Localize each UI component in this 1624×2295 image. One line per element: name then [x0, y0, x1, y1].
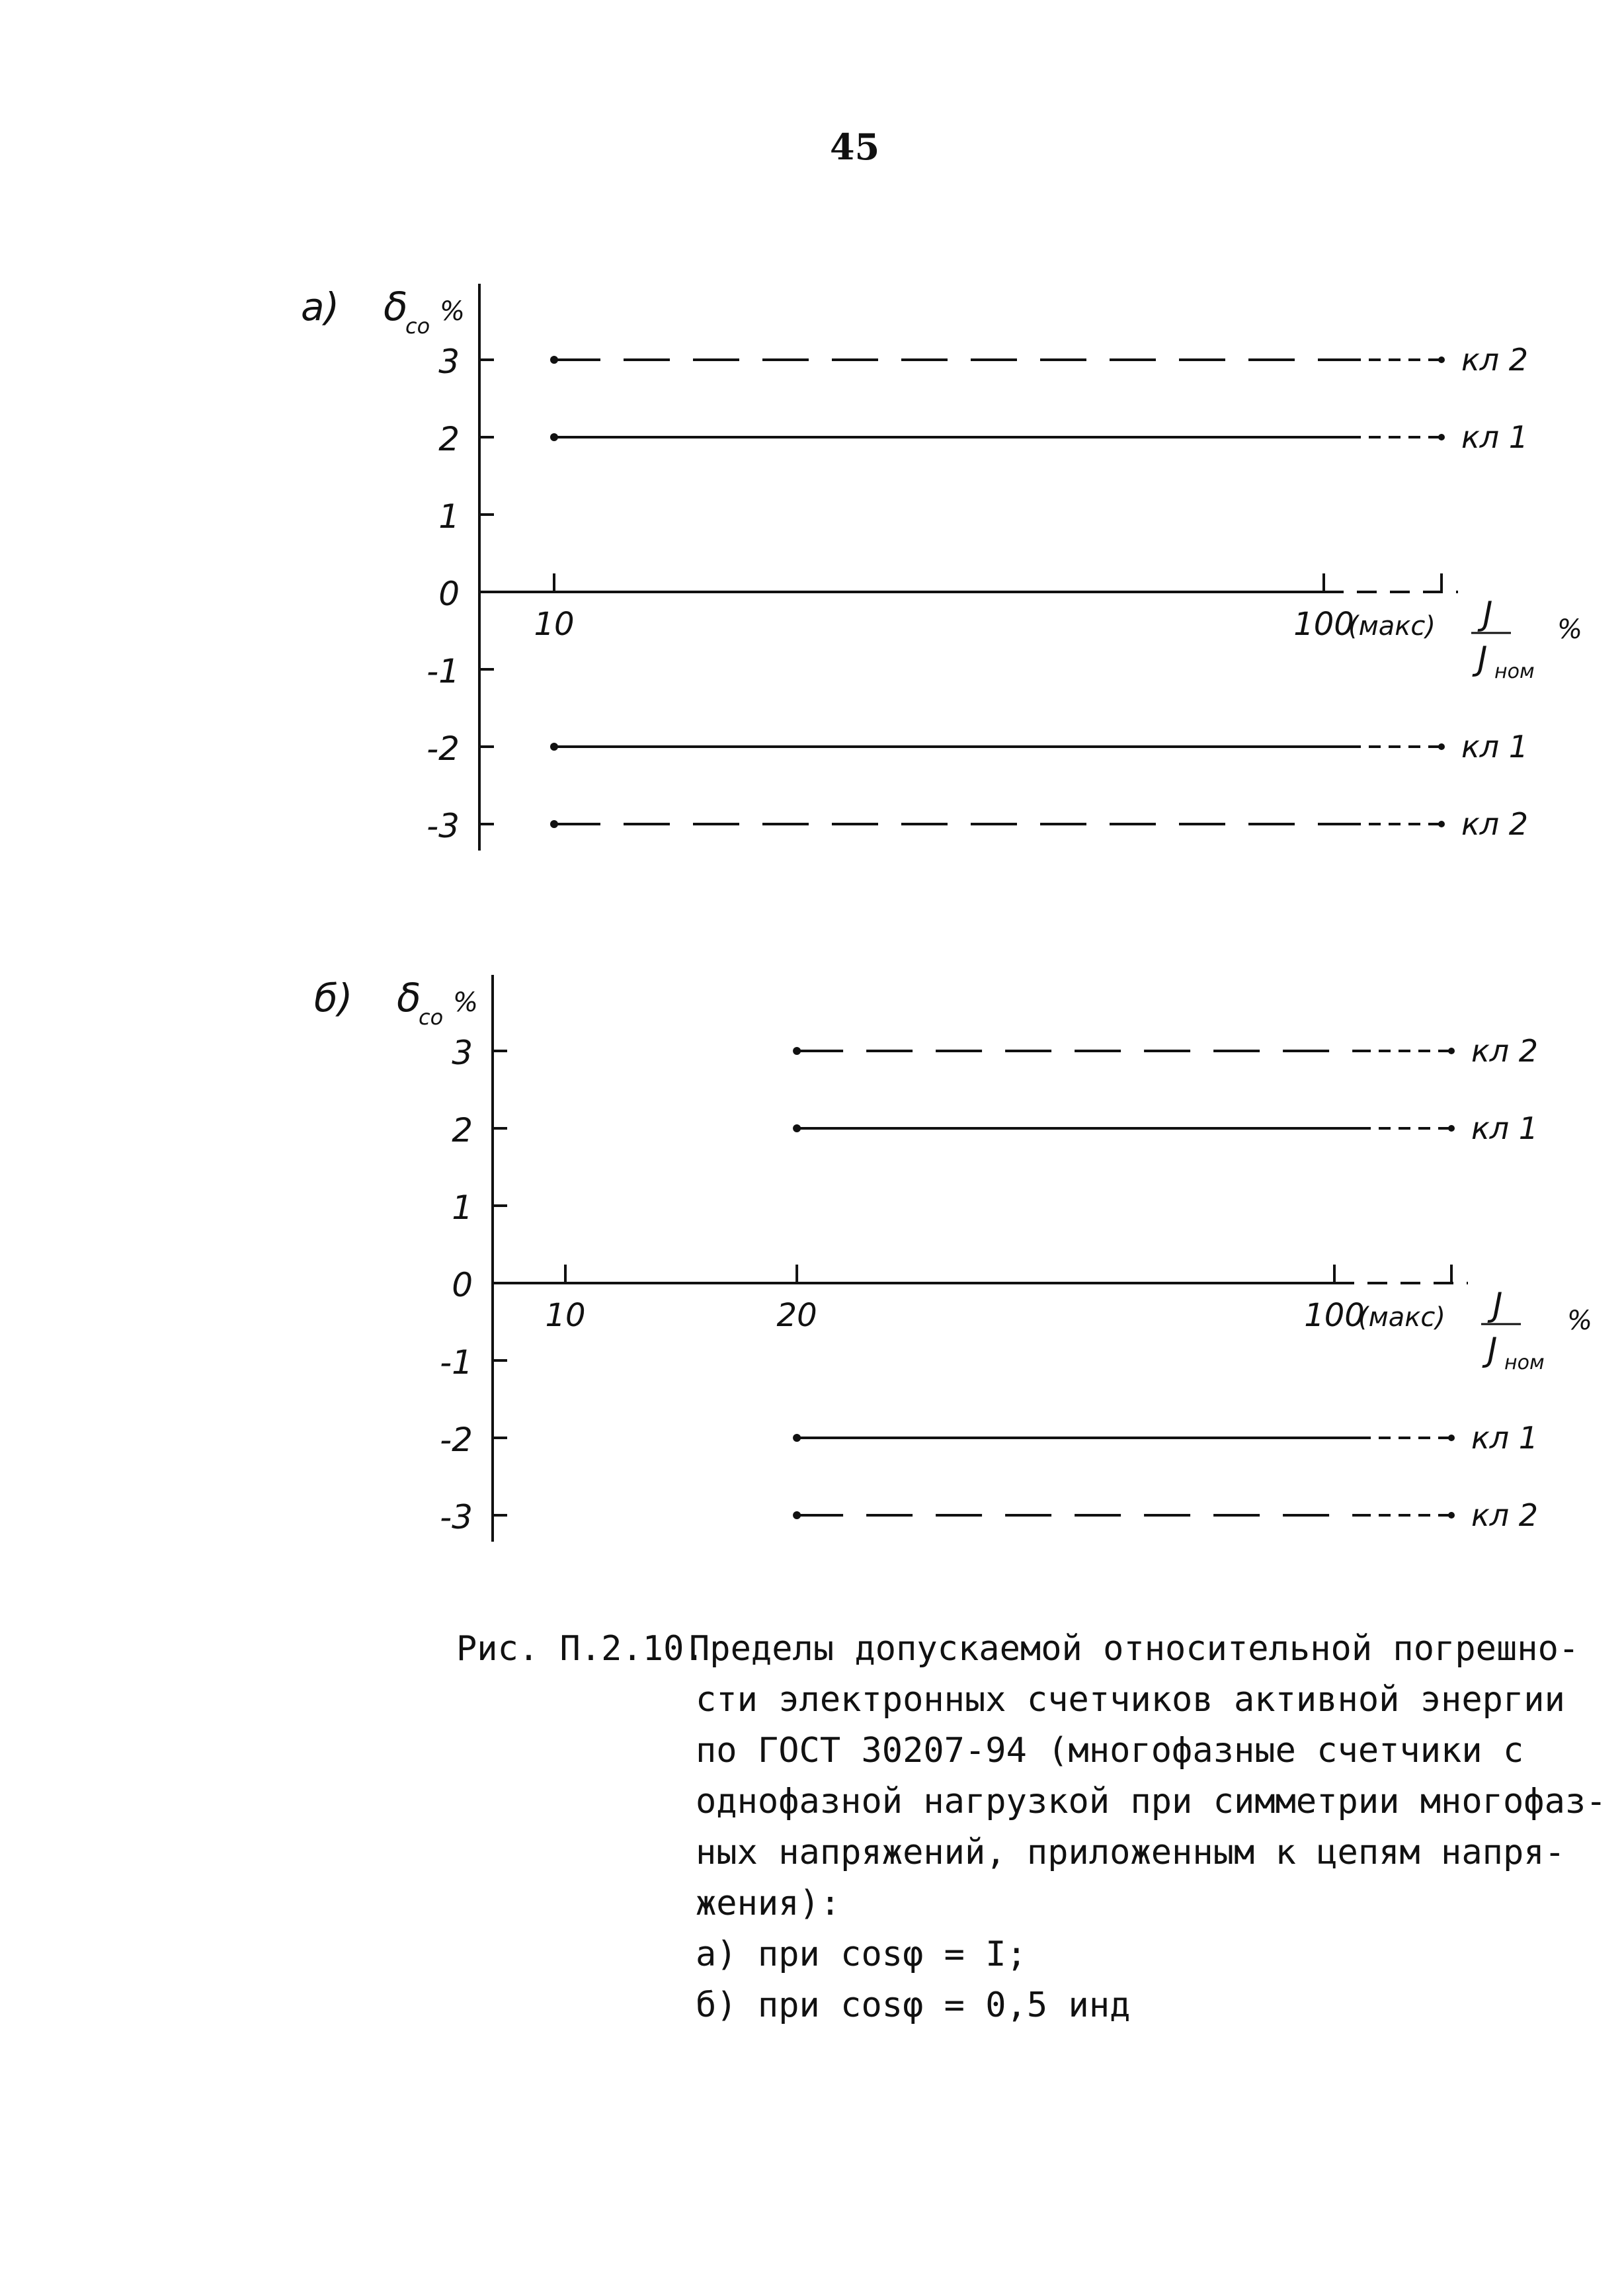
y-tick-label: -1: [426, 652, 460, 690]
y-axis-label-unit: %: [440, 296, 466, 327]
x-axis-label-unit: %: [1567, 1306, 1593, 1336]
caption-line: б) при cosφ = 0,5 инд: [696, 1985, 1131, 2025]
y-axis-label: δ: [397, 975, 421, 1021]
x-axis-label-prefix: (макс): [1358, 1302, 1446, 1333]
series-start-point: [793, 1124, 801, 1132]
caption-line: Пределы допускаемой относительной погрешно-: [689, 1629, 1580, 1669]
series-end-point: [1448, 1512, 1455, 1519]
series-label: кл 2: [1471, 1497, 1539, 1533]
caption-label: Рис. П.2.10.: [456, 1629, 705, 1669]
y-axis-label: δ: [384, 284, 408, 330]
y-axis-label-subscript: co: [405, 313, 430, 339]
series-end-point: [1438, 821, 1445, 827]
series-start-point: [793, 1511, 801, 1519]
series-end-point: [1448, 1435, 1455, 1441]
y-tick-label: 3: [452, 1034, 473, 1072]
caption-line: по ГОСТ 30207-94 (многофазные счетчики с: [696, 1731, 1524, 1771]
series-label: кл 2: [1471, 1033, 1539, 1069]
caption-line: ных напряжений, приложенным к цепям напря-: [696, 1833, 1565, 1872]
panel-label: а): [301, 284, 340, 329]
y-tick-label: 0: [438, 575, 460, 613]
y-tick-label: -1: [440, 1343, 473, 1382]
y-tick-label: -3: [440, 1498, 473, 1536]
series-label: кл 2: [1461, 342, 1529, 378]
series-label: кл 1: [1471, 1110, 1539, 1146]
series-label: кл 2: [1461, 806, 1529, 842]
series-start-point: [793, 1434, 801, 1442]
series-start-point: [550, 433, 558, 441]
x-axis-label-denominator-subscript: ном: [1504, 1351, 1545, 1374]
y-tick-label: 0: [452, 1266, 473, 1304]
series-start-point: [550, 743, 558, 751]
x-axis-label-denominator: J: [1477, 640, 1488, 678]
x-axis-label-numerator: J: [1482, 595, 1493, 633]
y-tick-label: 1: [452, 1189, 473, 1227]
page-number: 45: [830, 126, 880, 168]
y-tick-label: 1: [438, 497, 460, 536]
series-end-point: [1448, 1125, 1455, 1132]
x-tick-label: 100: [1304, 1297, 1365, 1334]
x-tick-label: 10: [545, 1297, 586, 1334]
x-axis-label-denominator-subscript: ном: [1494, 660, 1535, 683]
chart-b: [0, 939, 1624, 1567]
y-tick-label: -2: [440, 1421, 473, 1459]
series-end-point: [1438, 434, 1445, 440]
series-label: кл 1: [1461, 419, 1529, 455]
series-label: кл 1: [1471, 1420, 1539, 1456]
series-start-point: [793, 1047, 801, 1055]
series-start-point: [550, 356, 558, 364]
series-end-point: [1438, 743, 1445, 750]
panel-label: б): [314, 976, 353, 1021]
x-axis-label-prefix: (макс): [1348, 611, 1436, 642]
x-tick-label: 100: [1293, 606, 1354, 643]
y-tick-label: -3: [426, 807, 460, 845]
y-tick-label: 2: [438, 420, 460, 458]
x-axis-label-denominator: J: [1487, 1331, 1498, 1369]
caption-line: а) при cosφ = I;: [696, 1935, 1027, 1974]
y-axis-label-unit: %: [453, 987, 479, 1018]
x-axis-label-numerator: J: [1492, 1286, 1503, 1324]
x-tick-label: 20: [776, 1297, 817, 1334]
series-label: кл 1: [1461, 729, 1529, 765]
caption-line: жения):: [696, 1884, 841, 1923]
caption-body: [689, 1624, 1607, 2031]
series-end-point: [1438, 356, 1445, 363]
y-tick-label: 2: [452, 1111, 473, 1149]
caption-line: однофазной нагрузкой при симметрии многофаз-: [696, 1782, 1607, 1821]
y-tick-label: 3: [438, 343, 460, 381]
series-end-point: [1448, 1048, 1455, 1054]
y-tick-label: -2: [426, 730, 460, 768]
y-axis-label-subscript: co: [419, 1005, 444, 1030]
x-tick-label: 10: [534, 606, 575, 643]
series-start-point: [550, 820, 558, 828]
x-axis-label-unit: %: [1557, 614, 1583, 645]
caption-line: сти электронных счетчиков активной энергии: [696, 1680, 1565, 1720]
chart-a: [0, 251, 1624, 880]
